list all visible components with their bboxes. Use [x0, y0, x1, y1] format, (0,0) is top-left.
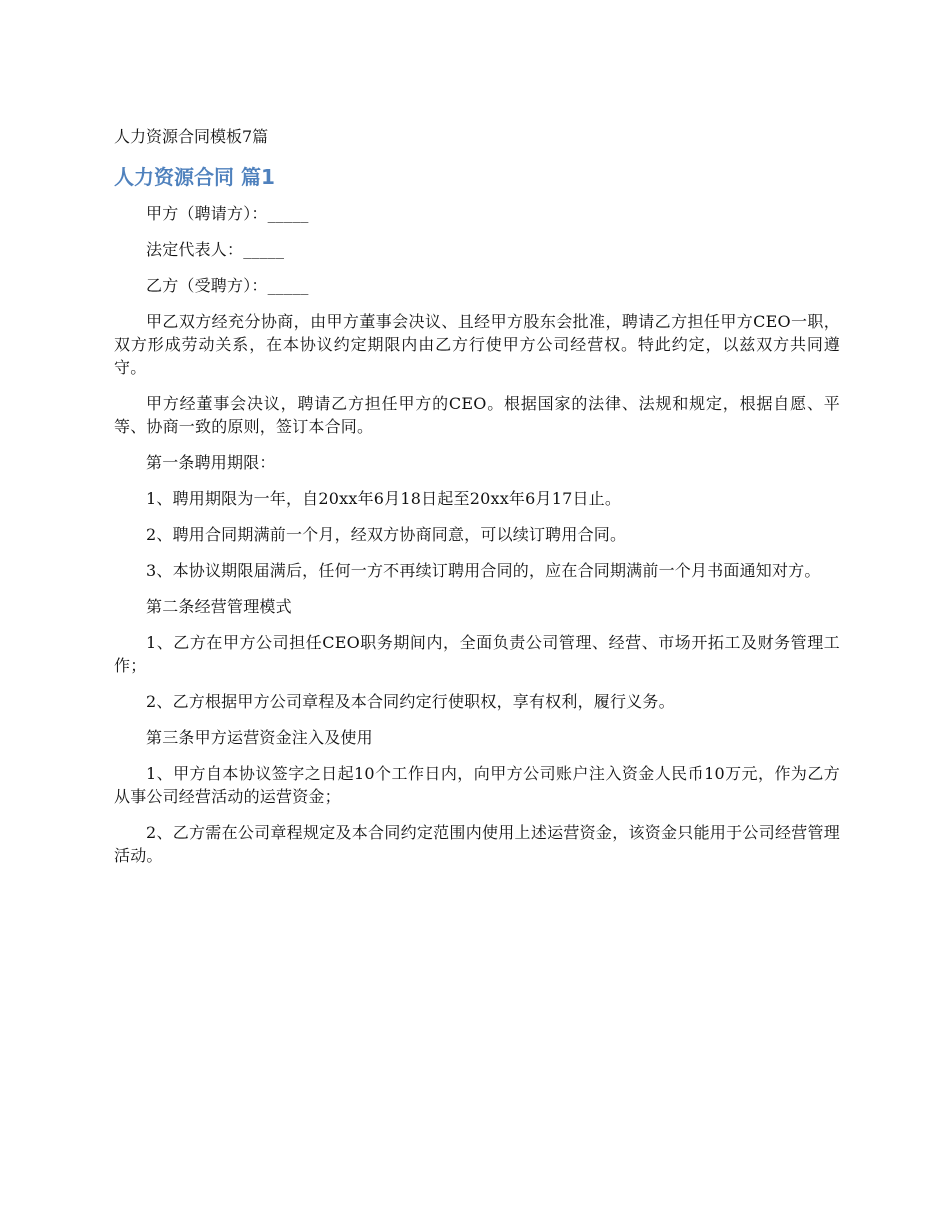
document-title: 人力资源合同模板7篇 [114, 127, 269, 146]
paragraph: 1、聘用期限为一年，自20xx年6月18日起至20xx年6月17日止。 [146, 489, 622, 508]
paragraph: 第一条聘用期限： [146, 453, 276, 472]
paragraph: 法定代表人：_____ [146, 240, 285, 259]
paragraph: 第三条甲方运营资金注入及使用 [146, 728, 373, 747]
paragraph: 甲方经董事会决议，聘请乙方担任甲方的CEO。根据国家的法律、法规和规定，根据自愿、平等、协商一致的原则，签订本合同。 [114, 394, 840, 436]
paragraph: 甲方（聘请方）：_____ [146, 204, 309, 223]
paragraph: 2、乙方需在公司章程规定及本合同约定范围内使用上述运营资金，该资金只能用于公司经营管理活动。 [114, 823, 840, 865]
paragraph: 乙方（受聘方）：_____ [146, 276, 309, 295]
paragraph: 1、乙方在甲方公司担任CEO职务期间内，全面负责公司管理、经营、市场开拓工及财务管理工作； [114, 633, 840, 675]
document-body [114, 202, 840, 867]
paragraph: 3、本协议期限届满后，任何一方不再续订聘用合同的，应在合同期满前一个月书面通知对方。 [146, 561, 821, 580]
paragraph: 第二条经营管理模式 [146, 597, 292, 616]
paragraph: 1、甲方自本协议签字之日起10个工作日内，向甲方公司账户注入资金人民币10万元，作为乙方从事公司经营活动的运营资金； [114, 764, 840, 806]
paragraph: 甲乙双方经充分协商，由甲方董事会决议、且经甲方股东会批准，聘请乙方担任甲方CEO一职，双方形成劳动关系，在本协议约定期限内由乙方行使甲方公司经营权。特此约定，以兹双方共同遵守。 [114, 312, 840, 377]
document-page [114, 124, 840, 880]
paragraph: 2、聘用合同期满前一个月，经双方协商同意，可以续订聘用合同。 [146, 525, 627, 544]
paragraph: 2、乙方根据甲方公司章程及本合同约定行使职权，享有权利，履行义务。 [146, 692, 675, 711]
section-heading: 人力资源合同 篇1 [114, 165, 275, 189]
